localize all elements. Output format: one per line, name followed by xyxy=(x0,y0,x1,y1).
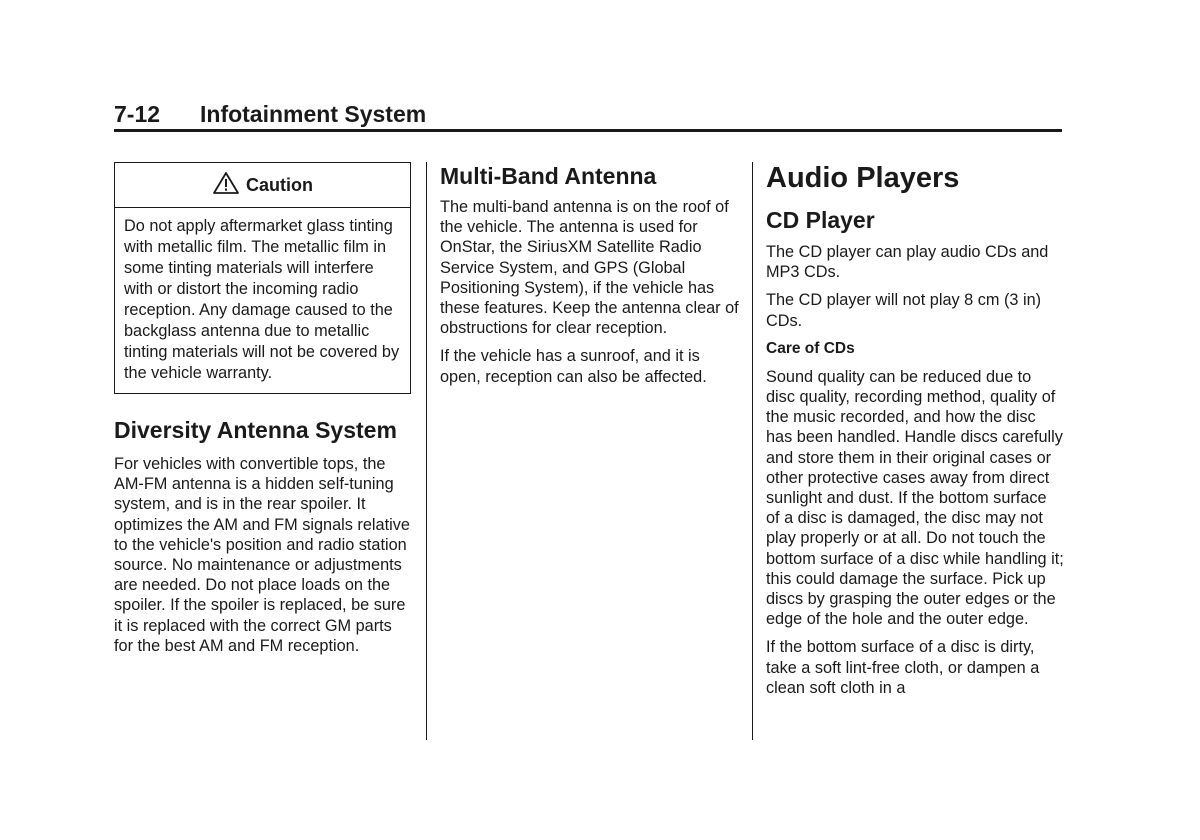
diversity-paragraph: For vehicles with convertible tops, the AM-FM antenna is a hidden self-tuning system, and is in the rear spoiler. It optimizes the AM and FM signals relative to the vehicle's position and radio station source. No maintenance or adjustments are needed. Do not place loads on the spoiler. If the spoiler is replaced, be sure it is replaced with the correct GM parts for the best AM and FM reception. xyxy=(114,455,410,655)
page-number: 7-12 xyxy=(114,101,161,127)
cd-player-heading: CD Player xyxy=(766,207,875,233)
column-right xyxy=(766,162,1064,706)
page-header xyxy=(114,101,1062,132)
caution-text: Do not apply aftermarket glass tinting with metallic film. The metallic film in some tinting materials will interfere with or distort the incoming radio reception. Any damage caused to the backglass antenna due to metallic tinting materials will not be covered by the vehicle warranty. xyxy=(124,217,400,382)
column-divider xyxy=(426,162,427,740)
caution-box xyxy=(114,162,411,394)
care-of-cds-heading: Care of CDs xyxy=(766,339,855,357)
multiband-paragraph-2: If the vehicle has a sunroof, and it is open, reception can also be affected. xyxy=(440,347,707,386)
care-paragraph-1: Sound quality can be reduced due to disc quality, recording method, quality of the music recorded, and how the disc has been handled. Handle discs carefully and store them in their original cases or other protective cases away from direct sunlight and dust. If the bottom surface of a disc is damaged, the disc may not play properly or at all. Do not touch the bottom surface of a disc while handling it; this could damage the surface. Pick up discs by grasping the outer edges or the edge of the hole and the outer edge. xyxy=(766,367,1064,629)
cd-paragraph-1: The CD player can play audio CDs and MP3 CDs. xyxy=(766,243,1049,282)
caution-header xyxy=(115,163,410,208)
column-middle xyxy=(440,162,740,395)
care-paragraph-2: If the bottom surface of a disc is dirty, take a soft lint-free cloth, or dampen a clean soft cloth in a xyxy=(766,638,1040,697)
audio-players-heading: Audio Players xyxy=(766,162,960,194)
section-title: Infotainment System xyxy=(200,101,427,127)
caution-title: Caution xyxy=(246,174,313,195)
multiband-paragraph-1: The multi-band antenna is on the roof of the vehicle. The antenna is used for OnStar, the SiriusXM Satellite Radio Service System, and GPS (Global Positioning System), if the vehicle has these features. Keep the antenna clear of obstructions for clear reception. xyxy=(440,198,739,338)
diversity-heading: Diversity Antenna System xyxy=(114,417,397,443)
warning-triangle-icon xyxy=(212,171,240,200)
column-divider xyxy=(752,162,753,740)
column-left xyxy=(114,162,412,664)
cd-paragraph-2: The CD player will not play 8 cm (3 in) CDs. xyxy=(766,291,1042,330)
multiband-heading: Multi-Band Antenna xyxy=(440,163,657,189)
